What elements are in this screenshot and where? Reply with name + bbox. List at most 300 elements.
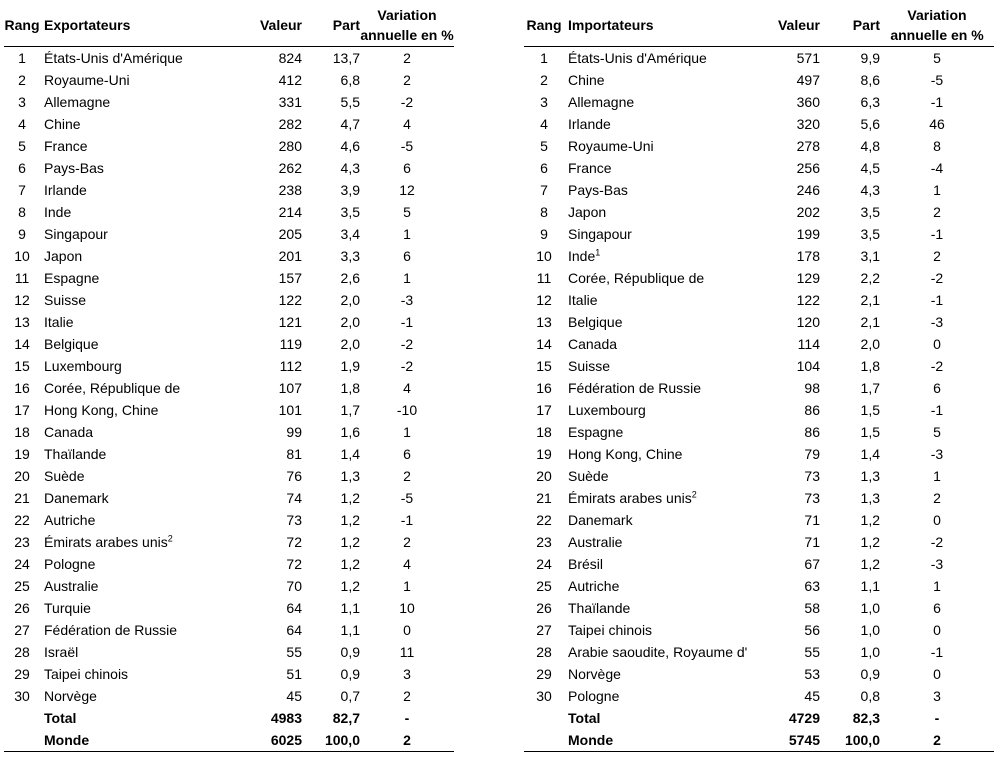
country-name: Brésil: [568, 556, 604, 572]
name-cell: [40, 509, 230, 531]
table-row: [4, 289, 454, 311]
country-name: Canada: [44, 424, 94, 440]
table-row: [524, 685, 994, 707]
change-cell: 2: [933, 490, 941, 506]
value-cell: 331: [278, 94, 302, 110]
change-cell: 1: [933, 468, 941, 484]
rank-cell: 15: [14, 358, 30, 374]
rank-cell: 8: [18, 204, 26, 220]
country-name: Suisse: [568, 358, 611, 374]
share-cell: 4,3: [340, 160, 360, 176]
country-name: Thaïlande: [568, 600, 631, 616]
rank-cell: 14: [14, 336, 30, 352]
value-cell: 497: [796, 72, 820, 88]
name-cell: [564, 377, 764, 399]
value-cell: 98: [804, 380, 820, 396]
name-cell: [40, 245, 230, 267]
change-cell: -1: [930, 94, 944, 110]
country-name: Norvège: [44, 688, 97, 704]
country-name: Norvège: [568, 666, 621, 682]
change-cell: 46: [929, 116, 945, 132]
name-cell: [40, 641, 230, 663]
name-cell: [40, 619, 230, 641]
share-cell: 82,3: [852, 710, 880, 726]
change-cell: -1: [400, 512, 414, 528]
rank-cell: 1: [540, 50, 548, 66]
share-cell: 9,9: [860, 50, 880, 66]
value-cell: 120: [796, 314, 820, 330]
name-cell: [564, 597, 764, 619]
country-name: Arabie saoudite, Royaume d': [568, 644, 748, 660]
country-name: Singapour: [568, 226, 632, 242]
rank-cell: 24: [536, 556, 552, 572]
country-name: Hong Kong, Chine: [568, 446, 683, 462]
change-cell: 0: [403, 622, 411, 638]
share-cell: 2,2: [860, 270, 880, 286]
table-row: [4, 69, 454, 91]
exporters-table: [4, 4, 454, 752]
change-cell: -3: [400, 292, 414, 308]
change-header-line2: annuelle en %: [890, 27, 984, 43]
name-cell: [564, 47, 764, 70]
rank-cell: 27: [14, 622, 30, 638]
rank-cell: 10: [14, 248, 30, 264]
country-name: Turquie: [44, 600, 91, 616]
table-row: [524, 69, 994, 91]
table-row: [4, 509, 454, 531]
change-cell: -5: [400, 138, 414, 154]
country-name: Taipei chinois: [568, 622, 653, 638]
share-cell: 4,8: [860, 138, 880, 154]
change-cell: -1: [930, 402, 944, 418]
value-cell: 201: [278, 248, 302, 264]
value-cell: 412: [278, 72, 302, 88]
value-cell: 67: [804, 556, 820, 572]
change-cell: 2: [403, 50, 411, 66]
rank-cell: 13: [14, 314, 30, 330]
change-cell: 0: [933, 336, 941, 352]
table-row: [4, 113, 454, 135]
change-header-line1: Variation: [907, 7, 967, 23]
table-row: [4, 91, 454, 113]
share-cell: 1,4: [860, 446, 880, 462]
rank-cell: 8: [540, 204, 548, 220]
country-name: Taipei chinois: [44, 666, 129, 682]
table-row: [4, 465, 454, 487]
share-cell: 1,3: [340, 468, 360, 484]
name-cell: [40, 223, 230, 245]
change-header: [360, 4, 454, 47]
name-cell: [40, 267, 230, 289]
table-row: [524, 443, 994, 465]
share-cell: 2,0: [340, 336, 360, 352]
share-cell: 4,3: [860, 182, 880, 198]
value-cell: 58: [804, 600, 820, 616]
country-name: Irlande: [568, 116, 611, 132]
share-cell: 1,5: [860, 424, 880, 440]
change-cell: 10: [399, 600, 415, 616]
name-cell: [40, 729, 230, 752]
share-cell: 6,3: [860, 94, 880, 110]
table-row: [4, 267, 454, 289]
rank-cell: 7: [540, 182, 548, 198]
change-header-line2: annuelle en %: [360, 27, 454, 43]
footnote-marker: 2: [167, 533, 173, 544]
value-cell: 86: [804, 424, 820, 440]
share-cell: 1,2: [340, 490, 360, 506]
country-name: Danemark: [44, 490, 109, 506]
country-name: Autriche: [568, 578, 620, 594]
country-name: Danemark: [568, 512, 633, 528]
share-cell: 1,0: [860, 622, 880, 638]
name-cell: [564, 663, 764, 685]
share-cell: 0,8: [860, 688, 880, 704]
value-cell: 5745: [764, 729, 820, 752]
country-name: Espagne: [44, 270, 100, 286]
change-cell: 1: [403, 270, 411, 286]
name-cell: [40, 685, 230, 707]
share-cell: 0,9: [860, 666, 880, 682]
country-name: Émirats arabes unis: [568, 490, 692, 506]
name-cell: [40, 663, 230, 685]
table-row: [524, 487, 994, 509]
change-cell: -3: [930, 556, 944, 572]
change-cell: -2: [930, 534, 944, 550]
value-cell: 55: [804, 644, 820, 660]
total-row: [4, 707, 454, 729]
share-cell: 1,4: [340, 446, 360, 462]
share-cell: 13,7: [332, 50, 360, 66]
change-cell: 1: [403, 578, 411, 594]
share-cell: 1,1: [340, 600, 360, 616]
value-cell: 282: [278, 116, 302, 132]
change-cell: 3: [933, 688, 941, 704]
rank-header: Rang: [4, 17, 40, 33]
country-name: France: [44, 138, 88, 154]
share-cell: 1,6: [340, 424, 360, 440]
value-cell: 81: [286, 446, 302, 462]
table-row: [524, 135, 994, 157]
change-cell: 6: [403, 248, 411, 264]
table-row: [4, 245, 454, 267]
value-cell: 238: [278, 182, 302, 198]
value-cell: 74: [286, 490, 302, 506]
table-row: [524, 619, 994, 641]
table-row: [4, 223, 454, 245]
change-cell: 6: [933, 380, 941, 396]
name-cell: [564, 421, 764, 443]
change-cell: 3: [403, 666, 411, 682]
rank-cell: 27: [536, 622, 552, 638]
table-row: [4, 553, 454, 575]
value-cell: 72: [286, 556, 302, 572]
country-name: Corée, République de: [44, 380, 181, 396]
share-cell: 2,0: [340, 292, 360, 308]
table-row: [524, 531, 994, 553]
value-cell: 571: [796, 50, 820, 66]
table-row: [4, 179, 454, 201]
share-cell: 1,7: [340, 402, 360, 418]
value-cell: 64: [286, 600, 302, 616]
country-name: Japon: [568, 204, 607, 220]
share-cell: 0,9: [340, 644, 360, 660]
share-cell: 3,5: [860, 204, 880, 220]
change-cell: 6: [933, 600, 941, 616]
country-name: Japon: [44, 248, 83, 264]
exporters-body: [4, 47, 454, 708]
value-cell: 360: [796, 94, 820, 110]
share-cell: 4,7: [340, 116, 360, 132]
country-name: Total: [568, 710, 601, 726]
rank-cell: 10: [536, 248, 552, 264]
share-cell: 1,2: [340, 556, 360, 572]
share-cell: 1,7: [860, 380, 880, 396]
value-cell: 101: [278, 402, 302, 418]
country-name: Fédération de Russie: [44, 622, 178, 638]
change-cell: -2: [930, 270, 944, 286]
table-row: [4, 157, 454, 179]
change-cell: 2: [933, 204, 941, 220]
table-row: [524, 91, 994, 113]
change-cell: -1: [930, 226, 944, 242]
table-row: [524, 399, 994, 421]
rank-cell: 7: [18, 182, 26, 198]
name-cell: [40, 333, 230, 355]
value-cell: 63: [804, 578, 820, 594]
rank-cell: 3: [18, 94, 26, 110]
country-name: Corée, République de: [568, 270, 705, 286]
rank-cell: 29: [14, 666, 30, 682]
share-cell: 3,5: [860, 226, 880, 242]
country-name: Italie: [568, 292, 598, 308]
value-cell: 202: [796, 204, 820, 220]
value-cell: 121: [278, 314, 302, 330]
change-cell: 1: [933, 182, 941, 198]
value-cell: 76: [286, 468, 302, 484]
rank-cell: 6: [18, 160, 26, 176]
table-row: [4, 399, 454, 421]
change-cell: 2: [403, 468, 411, 484]
table-row: [524, 113, 994, 135]
name-cell: [564, 355, 764, 377]
value-cell: 246: [796, 182, 820, 198]
share-cell: 4,5: [860, 160, 880, 176]
importers-body: [524, 47, 994, 708]
importers-table: [524, 4, 994, 752]
table-row: [524, 355, 994, 377]
share-cell: 2,1: [860, 292, 880, 308]
rank-cell: 25: [14, 578, 30, 594]
table-row: [524, 245, 994, 267]
name-cell: [40, 465, 230, 487]
change-cell: -1: [400, 314, 414, 330]
rank-cell: 13: [536, 314, 552, 330]
rank-cell: 22: [14, 512, 30, 528]
table-row: [524, 47, 994, 70]
change-cell: 1: [933, 578, 941, 594]
table-row: [524, 509, 994, 531]
name-cell: [40, 135, 230, 157]
name-cell: [564, 245, 764, 267]
country-name: États-Unis d'Amérique: [568, 50, 707, 66]
rank-cell: 25: [536, 578, 552, 594]
share-cell: 1,3: [860, 490, 880, 506]
rank-header: Rang: [526, 17, 562, 33]
country-name: Allemagne: [44, 94, 111, 110]
value-cell: 45: [804, 688, 820, 704]
country-name: Suède: [44, 468, 85, 484]
rank-cell: 5: [540, 138, 548, 154]
value-cell: 4729: [788, 710, 820, 726]
name-cell: [40, 531, 230, 553]
value-cell: 107: [278, 380, 302, 396]
table-row: [524, 421, 994, 443]
table-row: [4, 333, 454, 355]
table-row: [524, 663, 994, 685]
rank-cell: 9: [540, 226, 548, 242]
table-row: [4, 135, 454, 157]
share-cell: 1,8: [340, 380, 360, 396]
change-cell: -5: [930, 72, 944, 88]
rank-cell: 2: [540, 72, 548, 88]
value-cell: 45: [286, 688, 302, 704]
country-name: Allemagne: [568, 94, 635, 110]
change-cell: 12: [399, 182, 415, 198]
country-name: Pologne: [568, 688, 620, 704]
country-name: Singapour: [44, 226, 108, 242]
change-cell: -4: [930, 160, 944, 176]
rank-cell: 5: [18, 138, 26, 154]
name-cell: [564, 553, 764, 575]
value-cell: 53: [804, 666, 820, 682]
share-cell: 1,2: [340, 534, 360, 550]
share-cell: 1,2: [340, 578, 360, 594]
change-cell: 4: [403, 116, 411, 132]
name-cell: [40, 69, 230, 91]
name-cell: [40, 597, 230, 619]
total-row: [524, 729, 994, 752]
change-cell: 5: [933, 50, 941, 66]
table-row: [524, 333, 994, 355]
rank-cell: 18: [536, 424, 552, 440]
country-name: Thaïlande: [44, 446, 107, 462]
share-cell: 1,0: [860, 644, 880, 660]
table-row: [524, 223, 994, 245]
change-cell: 2: [403, 688, 411, 704]
name-cell: [564, 465, 764, 487]
change-cell: 4: [403, 380, 411, 396]
share-cell: 3,4: [340, 226, 360, 242]
value-cell: 6025: [230, 729, 302, 752]
country-name: France: [568, 160, 612, 176]
name-cell: [40, 399, 230, 421]
total-row: [4, 729, 454, 752]
share-cell: 3,5: [340, 204, 360, 220]
rank-cell: 9: [18, 226, 26, 242]
country-name: Australie: [44, 578, 99, 594]
rank-cell: [4, 729, 40, 752]
country-name: Royaume-Uni: [568, 138, 654, 154]
table-row: [524, 201, 994, 223]
share-cell: 2,0: [860, 336, 880, 352]
value-cell: 71: [804, 512, 820, 528]
country-name: Royaume-Uni: [44, 72, 130, 88]
exporters-header-row: [4, 4, 454, 47]
share-cell: 1,2: [860, 534, 880, 550]
change-cell: 2: [403, 534, 411, 550]
change-cell: 2: [933, 248, 941, 264]
table-row: [524, 311, 994, 333]
name-cell: [40, 113, 230, 135]
country-name: Chine: [568, 72, 605, 88]
country-name: Australie: [568, 534, 623, 550]
table-row: [4, 685, 454, 707]
share-cell: 100,0: [302, 729, 360, 752]
share-cell: 82,7: [332, 710, 360, 726]
value-cell: 72: [286, 534, 302, 550]
country-name: Chine: [44, 116, 81, 132]
table-row: [4, 443, 454, 465]
value-cell: 205: [278, 226, 302, 242]
change-cell: 0: [933, 512, 941, 528]
table-row: [4, 641, 454, 663]
value-cell: 262: [278, 160, 302, 176]
country-name: États-Unis d'Amérique: [44, 50, 183, 66]
value-cell: 280: [278, 138, 302, 154]
change-cell: -: [404, 710, 410, 726]
share-cell: 2,1: [860, 314, 880, 330]
country-name: Belgique: [568, 314, 623, 330]
name-cell: [564, 69, 764, 91]
rank-cell: 26: [14, 600, 30, 616]
rank-cell: 16: [14, 380, 30, 396]
share-cell: 3,3: [340, 248, 360, 264]
change-cell: 6: [403, 160, 411, 176]
change-cell: 11: [399, 644, 415, 660]
country-name: Suède: [568, 468, 609, 484]
change-cell: -2: [400, 358, 414, 374]
country-name: Espagne: [568, 424, 624, 440]
value-cell: 256: [796, 160, 820, 176]
name-cell: [564, 399, 764, 421]
country-name: Monde: [568, 732, 614, 748]
rank-cell: 19: [14, 446, 30, 462]
name-cell: [564, 685, 764, 707]
table-row: [524, 157, 994, 179]
table-row: [4, 619, 454, 641]
value-cell: 99: [286, 424, 302, 440]
rank-cell: 30: [14, 688, 30, 704]
rank-cell: 20: [536, 468, 552, 484]
name-cell: [564, 223, 764, 245]
name-cell: [40, 91, 230, 113]
importers-header-row: [524, 4, 994, 47]
change-cell: 0: [933, 622, 941, 638]
rank-cell: [524, 729, 564, 752]
table-row: [4, 311, 454, 333]
value-cell: 4983: [270, 710, 302, 726]
name-cell: [40, 707, 230, 729]
value-cell: 824: [278, 50, 302, 66]
name-cell: [564, 179, 764, 201]
rank-cell: 28: [14, 644, 30, 660]
change-cell: -2: [400, 94, 414, 110]
change-cell: 6: [403, 446, 411, 462]
name-cell: [564, 443, 764, 465]
name-cell: [564, 641, 764, 663]
name-cell: [564, 509, 764, 531]
change-cell: 2: [403, 72, 411, 88]
